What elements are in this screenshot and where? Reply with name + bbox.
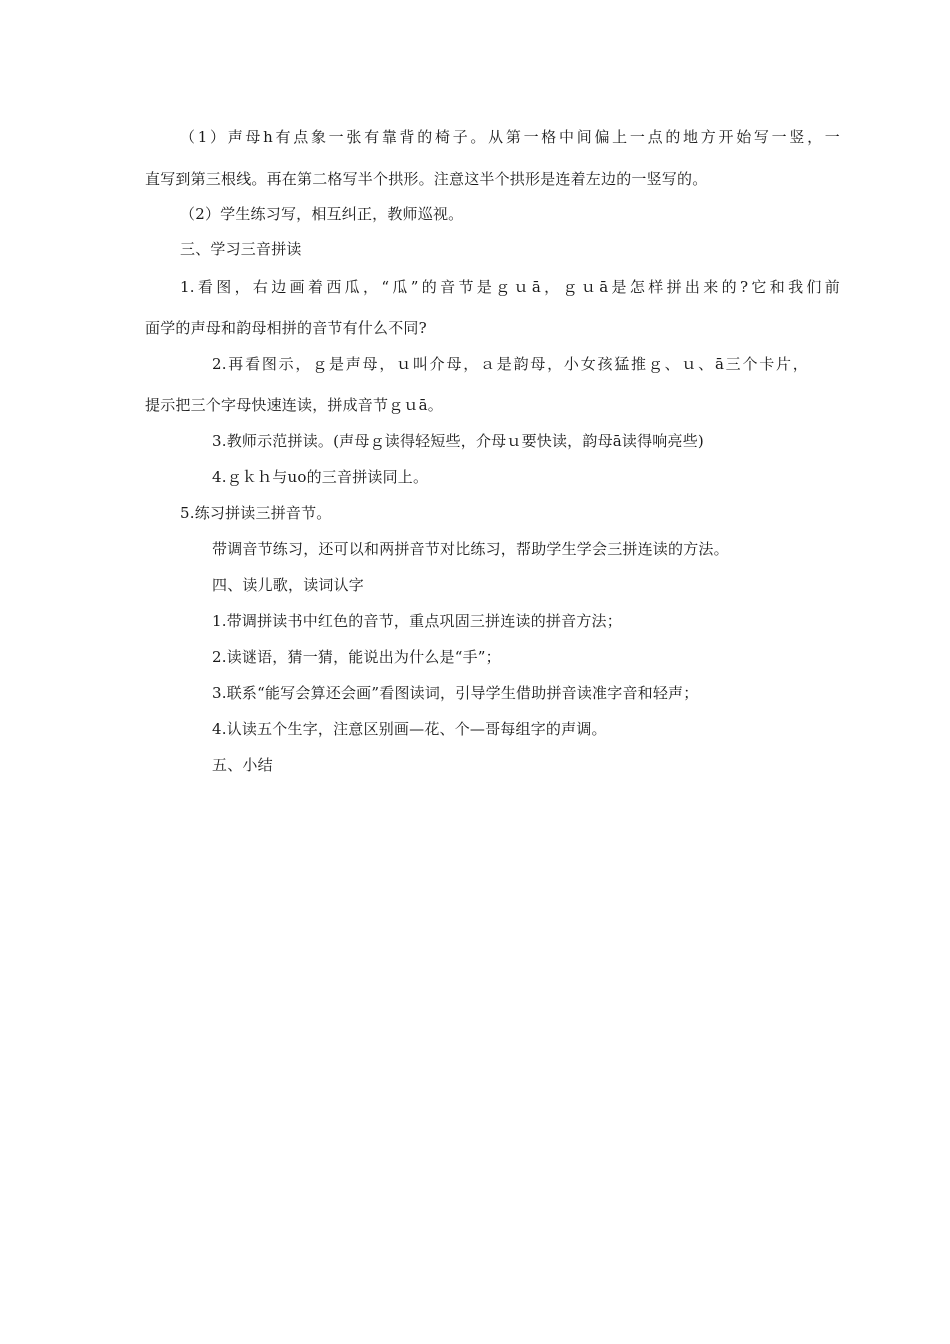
item-3: 3.教师示范拼读。(声母ｇ读得轻短些，介母ｕ要快读，韵母ā读得响亮些) [212, 432, 704, 450]
item-2-line-1: 2.再看图示，ｇ是声母，ｕ叫介母，ａ是韵母，小女孩猛推ｇ、ｕ、ā三个卡片， [212, 355, 808, 373]
paragraph-1-line-2: 直写到第三根线。再在第二格写半个拱形。注意这半个拱形是连着左边的一竖写的。 [145, 170, 708, 188]
item-2-line-2: 提示把三个字母快速连读，拼成音节ｇｕā。 [145, 396, 443, 414]
section-4-item-4: 4.认读五个生字，注意区别画—花、个—哥每组字的声调。 [212, 720, 607, 738]
section-heading-3: 三、学习三音拼读 [180, 240, 302, 258]
paragraph-1-line-1: （1）声母h有点象一张有靠背的椅子。从第一格中间偏上一点的地方开始写一竖，一 [180, 128, 840, 146]
item-1-line-1: 1.看图，右边画着西瓜，“瓜”的音节是ｇｕā，ｇｕā是怎样拼出来的?它和我们前 [180, 278, 840, 296]
section-4-item-2: 2.读谜语，猜一猜，能说出为什么是“手”； [212, 648, 501, 666]
section-4-item-3: 3.联系“能写会算还会画”看图读词，引导学生借助拼音读准字音和轻声； [212, 684, 699, 702]
item-5: 5.练习拼读三拼音节。 [180, 504, 332, 522]
section-4-item-1: 1.带调拼读书中红色的音节，重点巩固三拼连读的拼音方法； [212, 612, 622, 630]
item-5-detail: 带调音节练习，还可以和两拼音节对比练习，帮助学生学会三拼连读的方法。 [212, 540, 729, 558]
section-heading-4: 四、读儿歌，读词认字 [212, 576, 365, 594]
paragraph-2: （2）学生练习写，相互纠正，教师巡视。 [180, 205, 464, 223]
item-1-line-2: 面学的声母和韵母相拼的音节有什么不同? [145, 319, 427, 337]
section-heading-5: 五、小结 [212, 756, 273, 774]
item-4: 4.ｇｋｈ与uo的三音拼读同上。 [212, 468, 429, 486]
